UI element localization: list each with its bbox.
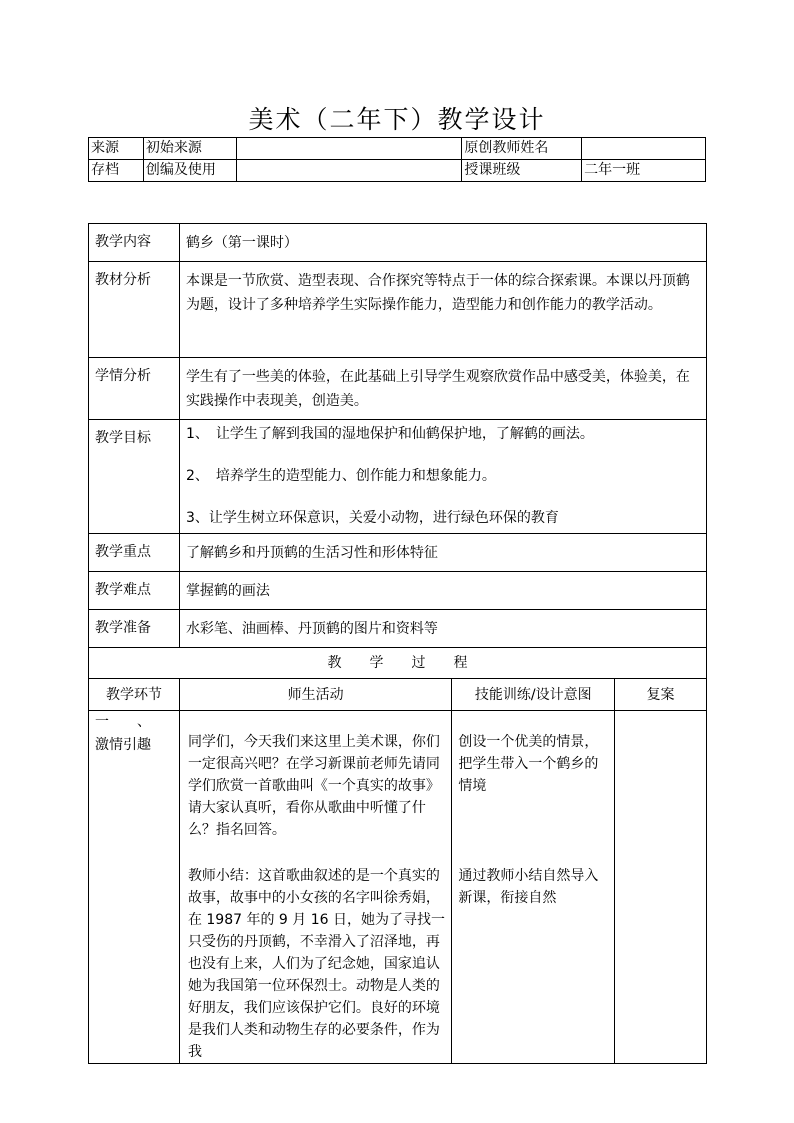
archive-extra <box>236 160 462 182</box>
col-header-activity: 师生活动 <box>179 679 451 711</box>
goals-label: 教学目标 <box>89 420 180 534</box>
content-label: 教学内容 <box>89 224 180 262</box>
archive-label: 存档 <box>89 160 144 182</box>
col-header-stage: 教学环节 <box>89 679 180 711</box>
row-goals <box>89 420 707 534</box>
row-key <box>89 534 707 572</box>
preparation-value: 水彩笔、油画棒、丹顶鹤的图片和资料等 <box>179 610 706 648</box>
goals-value <box>179 420 706 534</box>
header-row-archive <box>89 160 706 182</box>
header-table <box>88 137 706 182</box>
row-material <box>89 262 707 358</box>
learners-value: 学生有了一些美的体验，在此基础上引导学生观察欣赏作品中感受美，体验美，在实践操作中表现美，创造美。 <box>179 358 706 420</box>
source-value: 初始来源 <box>143 138 236 160</box>
class-label: 授课班级 <box>462 160 582 182</box>
notes-cell <box>615 711 707 1064</box>
row-process-stage-1 <box>89 711 707 1064</box>
stage-cell <box>89 711 180 1064</box>
source-label: 来源 <box>89 138 144 160</box>
intent-paragraph: 通过教师小结自然导入新课，衔接自然 <box>458 868 599 906</box>
source-extra <box>236 138 462 160</box>
goal-item: 2、 培养学生的造型能力、创作能力和想象能力。 <box>185 468 496 484</box>
row-learners <box>89 358 707 420</box>
archive-value: 创编及使用 <box>143 160 236 182</box>
row-process-title <box>89 648 707 679</box>
difficulty-value: 掌握鹤的画法 <box>179 572 706 610</box>
row-content <box>89 224 707 262</box>
activity-cell <box>179 711 451 1064</box>
class-value: 二年一班 <box>582 160 706 182</box>
header-row-source <box>89 138 706 160</box>
intent-cell <box>452 711 615 1064</box>
content-value: 鹤乡（第一课时） <box>179 224 706 262</box>
row-preparation <box>89 610 707 648</box>
stage-title: 激情引趣 <box>95 737 151 753</box>
teacher-name-value <box>582 138 706 160</box>
activity-paragraph: 教师小结：这首歌曲叙述的是一个真实的故事，故事中的小女孩的名字叫徐秀娟，在 1987 年的 9 月 16 日，她为了寻找一只受伤的丹顶鹤，不幸滑入了沼泽地，再也没有上来，人们为了纪念她，国家追认她为我国第一位环保烈士。动物是人类的好朋友，我们应该保护它们。良好的环境是我们人类和动物生存的必要条件，作为我 <box>187 868 445 1060</box>
key-label: 教学重点 <box>89 534 180 572</box>
preparation-label: 教学准备 <box>89 610 180 648</box>
teacher-name-label: 原创教师姓名 <box>462 138 582 160</box>
material-label: 教材分析 <box>89 262 180 358</box>
col-header-intent: 技能训练/设计意图 <box>452 679 615 711</box>
process-title: 教 学 过 程 <box>89 648 707 679</box>
document-title: 美术（二年下）教学设计 <box>248 105 546 134</box>
key-value: 了解鹤乡和丹顶鹤的生活习性和形体特征 <box>179 534 706 572</box>
intent-paragraph: 创设一个优美的情景，把学生带入一个鹤乡的情境 <box>458 734 599 794</box>
activity-paragraph: 同学们，今天我们来这里上美术课，你们一定很高兴吧？在学习新课前老师先请同学们欣赏一首歌曲叫《一个真实的故事》请大家认真听，看你从歌曲中听懂了什么？指名回答。 <box>187 734 440 838</box>
material-value: 本课是一节欣赏、造型表现、合作探究等特点于一体的综合探索课。本课以丹顶鹤为题，设计了多种培养学生实际操作能力，造型能力和创作能力的教学活动。 <box>179 262 706 358</box>
lesson-plan-table <box>88 223 707 1064</box>
col-header-notes: 复案 <box>615 679 707 711</box>
difficulty-label: 教学难点 <box>89 572 180 610</box>
stage-number: 一 、 <box>95 714 151 730</box>
goal-item: 1、 让学生了解到我国的湿地保护和仙鹤保护地，了解鹤的画法。 <box>185 426 594 442</box>
row-difficulty <box>89 572 707 610</box>
learners-label: 学情分析 <box>89 358 180 420</box>
goal-item: 3、让学生树立环保意识，关爱小动物，进行绿色环保的教育 <box>185 510 559 526</box>
row-process-header <box>89 679 707 711</box>
